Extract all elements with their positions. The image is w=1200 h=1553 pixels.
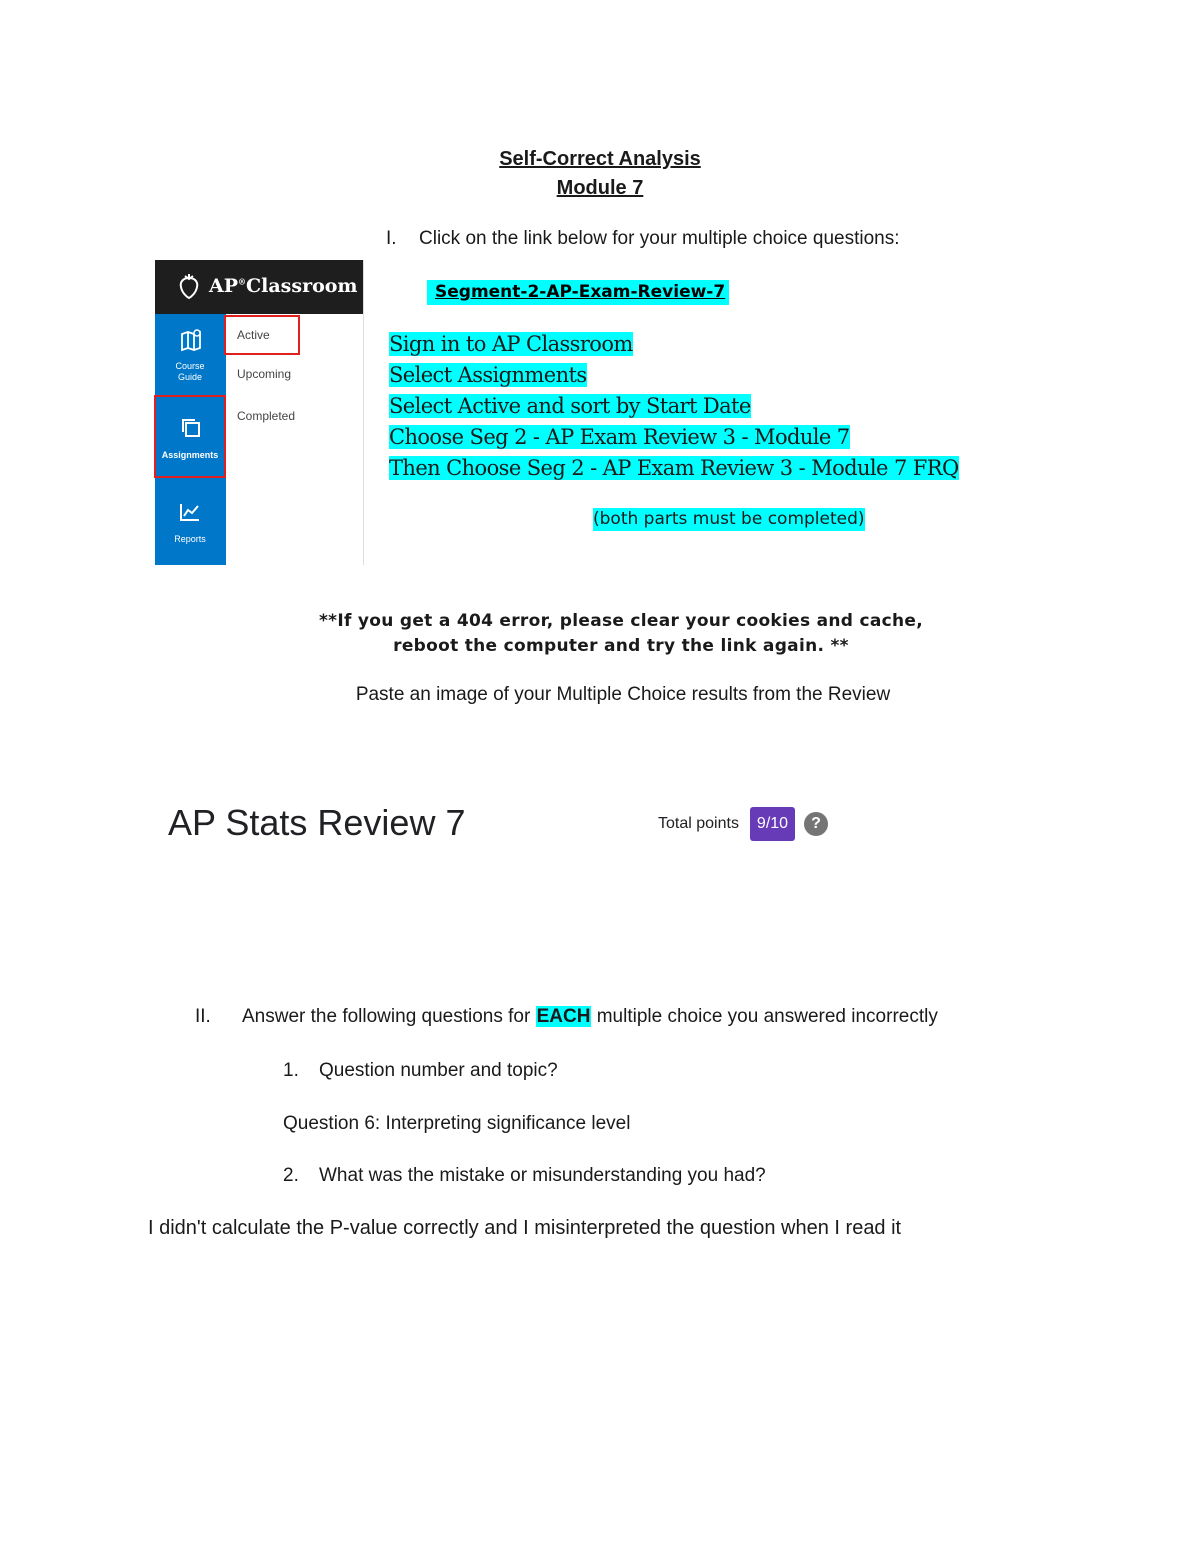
q1-number: 1. bbox=[283, 1060, 299, 1081]
a2-text: I didn't calculate the P-value correctly and I misinterpreted the question when I read it bbox=[148, 1217, 902, 1239]
quiz-title: AP Stats Review 7 bbox=[168, 802, 466, 843]
assignments-icon bbox=[180, 417, 202, 444]
brand-registered: ® bbox=[238, 276, 247, 287]
acorn-icon bbox=[177, 274, 201, 305]
subnav-completed[interactable]: Completed bbox=[237, 409, 296, 423]
section-1-text: Click on the link below for your multiple choice questions: bbox=[419, 228, 900, 249]
step-3: Select Active and sort by Start Date bbox=[389, 394, 751, 418]
step-4: Choose Seg 2 - AP Exam Review 3 - Module 7 bbox=[389, 425, 850, 449]
nav-course-guide-label bbox=[155, 361, 225, 383]
subnav-upcoming[interactable]: Upcoming bbox=[237, 367, 292, 381]
nav-course-label-line2: Guide bbox=[177, 372, 203, 382]
review-link[interactable]: Segment-2-AP-Exam-Review-7 bbox=[427, 280, 729, 305]
total-points-label: Total points bbox=[658, 815, 739, 832]
error-note-line-2: reboot the computer and try the link again. ** bbox=[393, 636, 849, 656]
nav-reports[interactable] bbox=[155, 489, 226, 565]
ap-classroom-header bbox=[155, 260, 363, 314]
q1-text: Question number and topic? bbox=[319, 1060, 558, 1081]
nav-course-label-line1: Course bbox=[175, 361, 205, 371]
document-subtitle: Module 7 bbox=[556, 177, 644, 199]
nav-course-guide[interactable] bbox=[155, 314, 226, 394]
nav-assignments[interactable] bbox=[154, 395, 226, 478]
ap-classroom-brand bbox=[209, 275, 358, 297]
q2-text: What was the mistake or misunderstanding you had? bbox=[319, 1165, 766, 1186]
section-2-text bbox=[242, 1006, 938, 1028]
nav-reports-label: Reports bbox=[174, 534, 206, 544]
section-2-emphasis: EACH bbox=[536, 1006, 591, 1027]
q2-number: 2. bbox=[283, 1165, 299, 1186]
paste-instruction: Paste an image of your Multiple Choice results from the Review bbox=[355, 684, 891, 705]
step-2: Select Assignments bbox=[389, 363, 587, 387]
question-circle-icon[interactable]: ? bbox=[804, 812, 828, 836]
brand-classroom: Classroom bbox=[246, 275, 358, 297]
map-icon bbox=[179, 328, 203, 357]
ap-classroom-screenshot bbox=[155, 260, 364, 565]
section-2-text-after: multiple choice you answered incorrectly bbox=[596, 1006, 938, 1027]
both-parts-note: (both parts must be completed) bbox=[593, 509, 865, 529]
subnav-active-highlight[interactable] bbox=[224, 315, 300, 355]
ap-sidebar bbox=[155, 314, 226, 565]
error-note-line-1: **If you get a 404 error, please clear your cookies and cache, bbox=[318, 611, 924, 631]
steps-list bbox=[389, 329, 959, 484]
section-2-text-before: Answer the following questions for bbox=[242, 1006, 531, 1027]
score-badge: 9/10 bbox=[750, 807, 795, 841]
a1-text: Question 6: Interpreting significance level bbox=[283, 1113, 631, 1134]
subnav-active: Active bbox=[237, 328, 270, 342]
section-2-numeral: II. bbox=[195, 1006, 211, 1027]
document-title: Self-Correct Analysis bbox=[499, 148, 701, 170]
section-1-numeral: I. bbox=[386, 228, 397, 249]
nav-assignments-label: Assignments bbox=[161, 450, 219, 460]
step-1: Sign in to AP Classroom bbox=[389, 332, 633, 356]
step-5: Then Choose Seg 2 - AP Exam Review 3 - Module 7 FRQ bbox=[389, 456, 959, 480]
brand-ap: AP bbox=[209, 275, 239, 297]
chart-line-icon bbox=[179, 502, 201, 527]
error-note bbox=[0, 609, 1200, 659]
